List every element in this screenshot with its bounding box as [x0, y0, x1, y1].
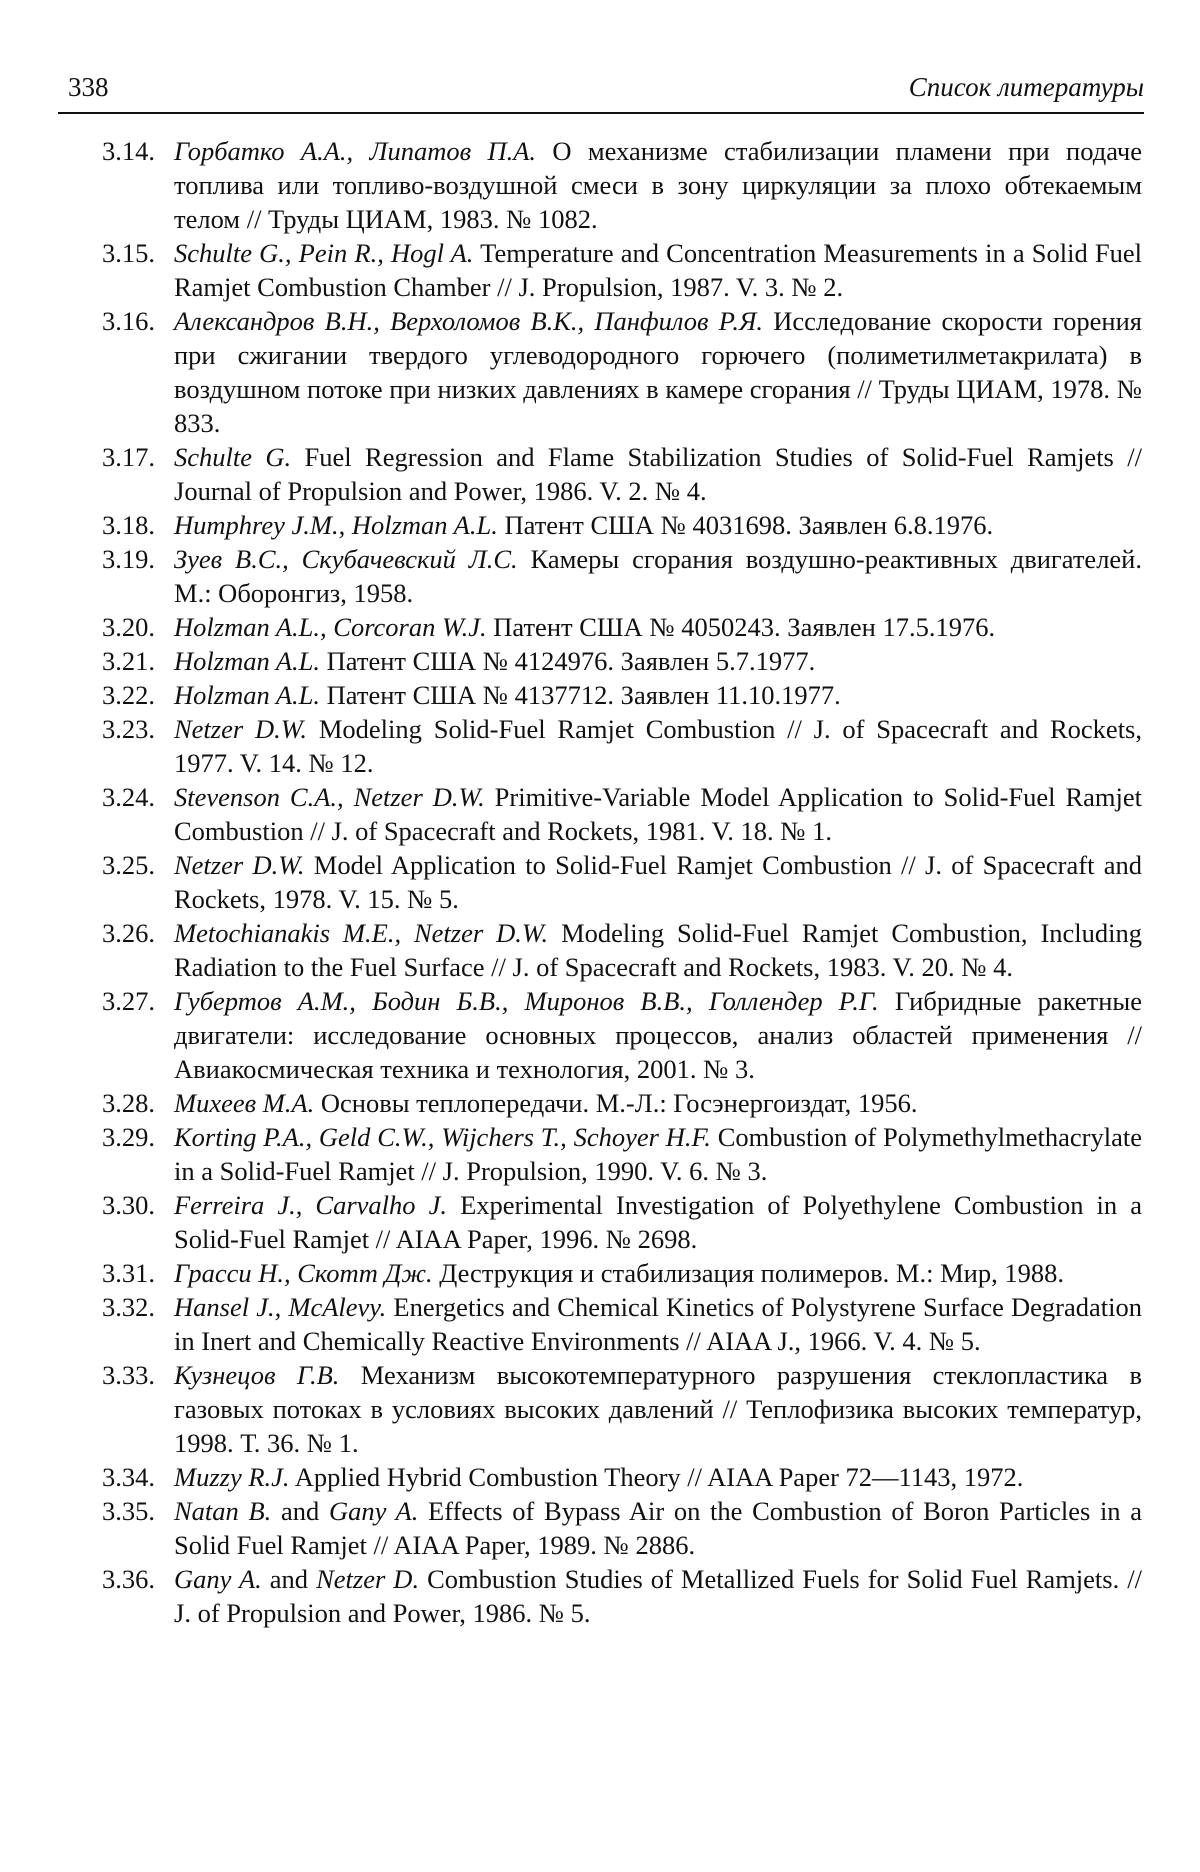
reference-authors: Schulte G. — [174, 442, 292, 472]
reference-item — [102, 1256, 1142, 1290]
reference-number: 3.34. — [102, 1462, 155, 1492]
running-title: Список литературы — [908, 72, 1144, 102]
reference-authors: Губертов А.М., Бодин Б.В., Миронов В.В., Голлендер Р.Г. — [174, 986, 879, 1016]
reference-number: 3.17. — [102, 442, 155, 472]
reference-authors: Netzer D. — [316, 1564, 420, 1594]
reference-number: 3.26. — [102, 918, 155, 948]
reference-conjunction: and — [261, 1564, 317, 1594]
reference-number: 3.19. — [102, 544, 155, 574]
reference-text — [174, 1188, 1142, 1256]
reference-authors: Gany A. — [174, 1564, 262, 1594]
reference-title: Applied Hybrid Combustion Theory // AIAA Paper 72—1143, 1972. — [289, 1462, 1024, 1492]
reference-authors: Muzzy R.J. — [174, 1462, 290, 1492]
reference-number: 3.36. — [102, 1564, 155, 1594]
reference-authors: Gany A. — [328, 1496, 419, 1526]
reference-number: 3.31. — [102, 1258, 155, 1288]
reference-item — [102, 236, 1142, 304]
reference-number: 3.27. — [102, 986, 155, 1016]
reference-text — [174, 1358, 1142, 1460]
reference-title: Деструкция и стабилизация полимеров. М.: Мир, 1988. — [432, 1258, 1064, 1288]
reference-title: Temperature and Concentration Measurements in a Solid Fuel Ramjet Combustion Chamber // J. Propulsion, 1987. V. 3. № 2. — [174, 238, 1142, 302]
reference-item — [102, 678, 1142, 712]
reference-text — [174, 644, 1142, 678]
reference-item — [102, 610, 1142, 644]
page-number: 338 — [68, 72, 109, 102]
reference-number: 3.21. — [102, 646, 155, 676]
page-header — [58, 72, 1144, 114]
reference-number: 3.14. — [102, 136, 155, 166]
reference-conjunction: and — [271, 1496, 329, 1526]
reference-item — [102, 134, 1142, 236]
reference-authors: Hansel J., McAlevy. — [174, 1292, 387, 1322]
reference-title: Combustion of Polymethylmethacrylate in a Solid-Fuel Ramjet // J. Propulsion, 1990. V. 6. № 3. — [174, 1122, 1142, 1186]
reference-authors: Netzer D.W. — [174, 714, 308, 744]
reference-item — [102, 440, 1142, 508]
reference-number: 3.32. — [102, 1292, 155, 1322]
reference-title: Energetics and Chemical Kinetics of Polystyrene Surface Degradation in Inert and Chemically Reactive Environments // AIAA J., 1966. V. 4. № 5. — [174, 1292, 1143, 1356]
reference-title: Исследование скорости горения при сжигании твердого углеводородного горючего (полиметилметакрилата) в воздушном потоке при низких давлениях в камере сгорания // Труды ЦИАМ, 1978. № 833. — [174, 306, 1142, 438]
reference-authors: Natan B. — [174, 1496, 272, 1526]
reference-title: О механизме стабилизации пламени при подаче топлива или топливо-воздушной смеси в зону циркуляции за плохо обтекаемым телом // Труды ЦИАМ, 1983. № 1082. — [174, 136, 1142, 234]
reference-authors: Михеев М.А. — [174, 1088, 315, 1118]
reference-item — [102, 508, 1142, 542]
reference-title: Патент США № 4124976. Заявлен 5.7.1977. — [320, 646, 816, 676]
reference-text — [174, 780, 1142, 848]
reference-title: Experimental Investigation of Polyethylene Combustion in a Solid-Fuel Ramjet // AIAA Paper, 1996. № 2698. — [174, 1190, 1143, 1254]
reference-number: 3.22. — [102, 680, 155, 710]
reference-authors: Кузнецов Г.В. — [174, 1360, 340, 1390]
reference-title: Механизм высокотемпературного разрушения стеклопластика в газовых потоках в условиях высоких давлений // Теплофизика высоких температур, 1998. Т. 36. № 1. — [174, 1360, 1142, 1458]
reference-authors: Korting P.A., Geld C.W., Wijchers T., Schoyer H.F. — [174, 1122, 711, 1152]
reference-authors: Humphrey J.M., Holzman A.L. — [174, 510, 498, 540]
reference-number: 3.30. — [102, 1190, 155, 1220]
reference-authors: Зуев В.С., Скубачевский Л.С. — [174, 544, 518, 574]
reference-item — [102, 848, 1142, 916]
reference-text — [174, 542, 1142, 610]
reference-title: Камеры сгорания воздушно-реактивных двигателей. М.: Оборонгиз, 1958. — [174, 544, 1142, 608]
reference-title: Патент США № 4050243. Заявлен 17.5.1976. — [486, 612, 996, 642]
reference-title: Model Application to Solid-Fuel Ramjet Combustion // J. of Spacecraft and Rockets, 1978. V. 15. № 5. — [174, 850, 1142, 914]
reference-title: Primitive-Variable Model Application to Solid-Fuel Ramjet Combustion // J. of Spacecraft and Rockets, 1981. V. 18. № 1. — [174, 782, 1142, 846]
reference-item — [102, 1290, 1142, 1358]
reference-title: Основы теплопередачи. М.-Л.: Госэнергоиздат, 1956. — [314, 1088, 918, 1118]
reference-number: 3.35. — [102, 1496, 155, 1526]
reference-item — [102, 542, 1142, 610]
reference-text — [174, 1460, 1142, 1494]
reference-item — [102, 1562, 1142, 1630]
reference-authors: Александров В.Н., Верхоломов В.К., Панфилов Р.Я. — [174, 306, 763, 336]
reference-title: Fuel Regression and Flame Stabilization Studies of Solid-Fuel Ramjets // Journal of Propulsion and Power, 1986. V. 2. № 4. — [174, 442, 1142, 506]
reference-text — [174, 1256, 1142, 1290]
reference-item — [102, 712, 1142, 780]
reference-title: Effects of Bypass Air on the Combustion of Boron Particles in a Solid Fuel Ramjet // AIAA Paper, 1989. № 2886. — [174, 1496, 1143, 1560]
reference-authors: Holzman A.L. — [174, 680, 321, 710]
reference-text — [174, 236, 1142, 304]
reference-item — [102, 780, 1142, 848]
reference-item — [102, 916, 1142, 984]
reference-title: Combustion Studies of Metallized Fuels for Solid Fuel Ramjets. // J. of Propulsion and Power, 1986. № 5. — [174, 1564, 1142, 1628]
reference-number: 3.16. — [102, 306, 155, 336]
reference-text — [174, 848, 1142, 916]
reference-item — [102, 1494, 1142, 1562]
reference-text — [174, 1494, 1142, 1562]
reference-authors: Грасси Н., Скотт Дж. — [174, 1258, 433, 1288]
reference-item — [102, 1460, 1142, 1494]
reference-authors: Holzman A.L. — [174, 646, 321, 676]
reference-authors: Holzman A.L., Corcoran W.J. — [174, 612, 487, 642]
reference-text — [174, 984, 1142, 1086]
reference-text — [174, 610, 1142, 644]
reference-text — [174, 508, 1142, 542]
reference-authors: Metochianakis M.E., Netzer D.W. — [174, 918, 549, 948]
reference-item — [102, 304, 1142, 440]
reference-title: Патент США № 4137712. Заявлен 11.10.1977. — [320, 680, 841, 710]
reference-title: Гибридные ракетные двигатели: исследование основных процессов, анализ областей применения // Авиакосмическая техника и технология, 2001. № 3. — [174, 986, 1142, 1084]
reference-number: 3.23. — [102, 714, 155, 744]
reference-item — [102, 1120, 1142, 1188]
reference-item — [102, 984, 1142, 1086]
reference-text — [174, 440, 1142, 508]
reference-text — [174, 712, 1142, 780]
reference-number: 3.25. — [102, 850, 155, 880]
reference-authors: Schulte G., Pein R., Hogl A. — [174, 238, 474, 268]
reference-authors: Ferreira J., Carvalho J. — [174, 1190, 448, 1220]
reference-list — [102, 134, 1142, 1630]
reference-number: 3.20. — [102, 612, 155, 642]
reference-number: 3.15. — [102, 238, 155, 268]
reference-text — [174, 1562, 1142, 1630]
reference-title: Патент США № 4031698. Заявлен 6.8.1976. — [497, 510, 994, 540]
reference-authors: Stevenson C.A., Netzer D.W. — [174, 782, 485, 812]
reference-number: 3.28. — [102, 1088, 155, 1118]
reference-text — [174, 1086, 1142, 1120]
reference-text — [174, 1120, 1142, 1188]
reference-title: Modeling Solid-Fuel Ramjet Combustion, Including Radiation to the Fuel Surface // J. of Spacecraft and Rockets, 1983. V. 20. № 4. — [174, 918, 1142, 982]
reference-item — [102, 1188, 1142, 1256]
reference-authors: Горбатко А.А., Липатов П.А. — [174, 136, 537, 166]
reference-number: 3.18. — [102, 510, 155, 540]
reference-title: Modeling Solid-Fuel Ramjet Combustion // J. of Spacecraft and Rockets, 1977. V. 14. № 12. — [174, 714, 1142, 778]
reference-text — [174, 134, 1142, 236]
reference-text — [174, 304, 1142, 440]
reference-item — [102, 1086, 1142, 1120]
reference-number: 3.29. — [102, 1122, 155, 1152]
reference-authors: Netzer D.W. — [174, 850, 305, 880]
reference-number: 3.24. — [102, 782, 155, 812]
reference-item — [102, 644, 1142, 678]
reference-item — [102, 1358, 1142, 1460]
reference-text — [174, 916, 1142, 984]
reference-number: 3.33. — [102, 1360, 155, 1390]
reference-text — [174, 678, 1142, 712]
reference-text — [174, 1290, 1142, 1358]
